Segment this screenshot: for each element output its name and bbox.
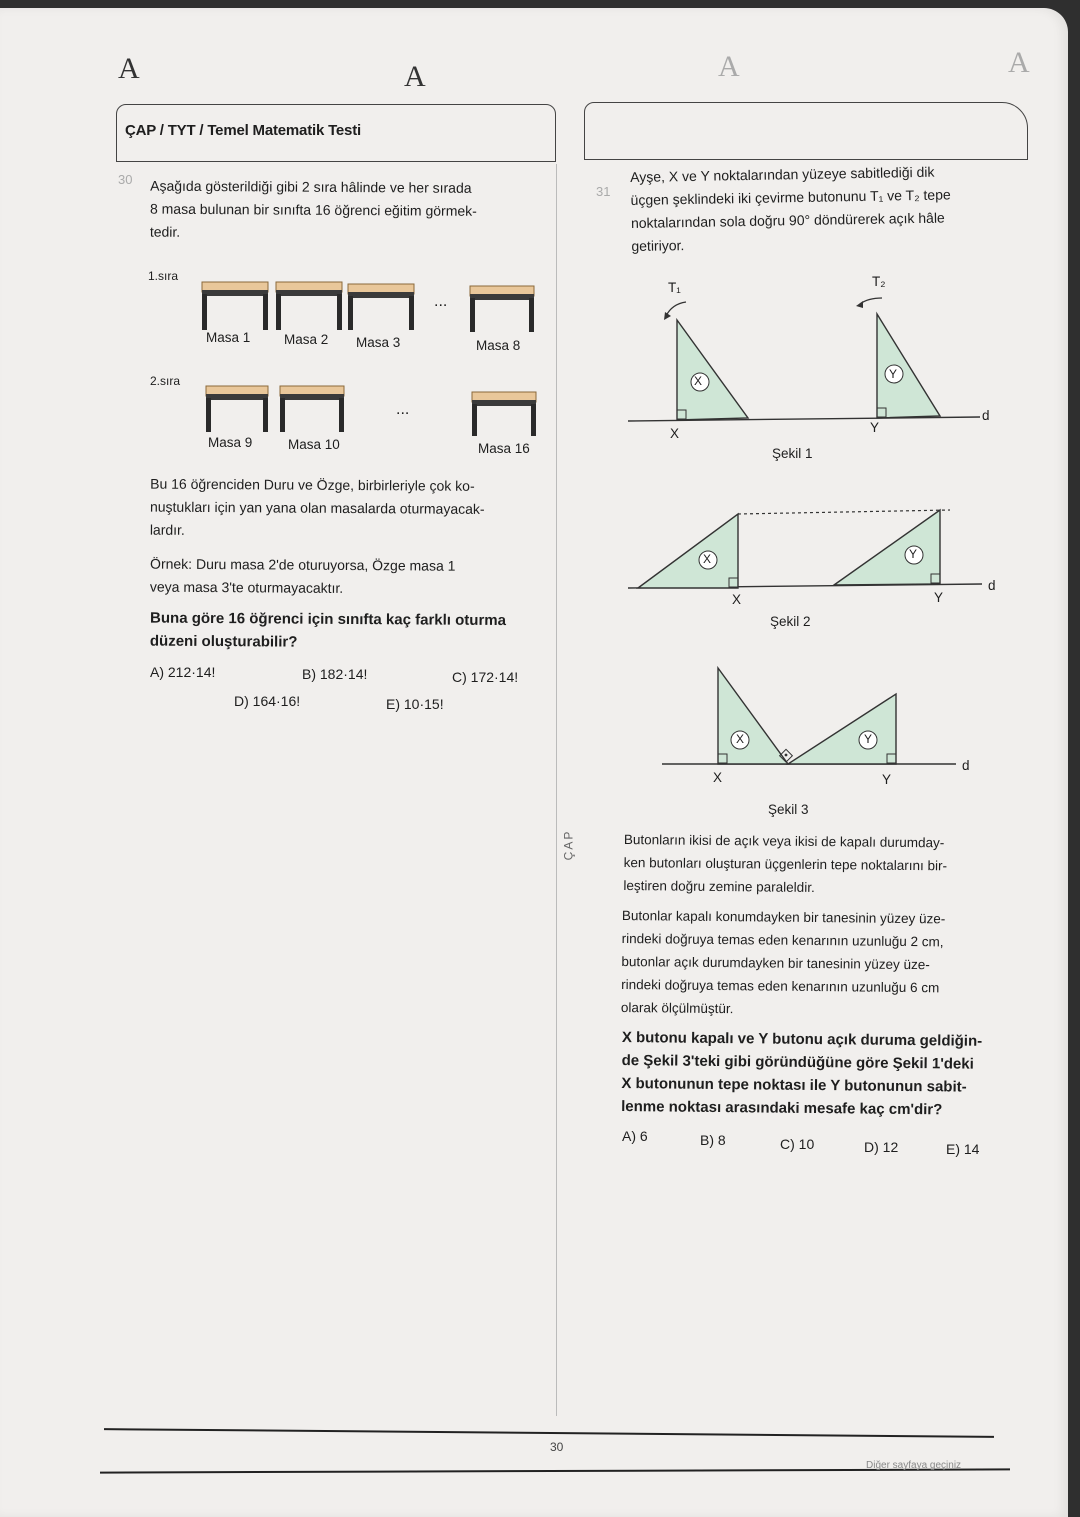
figure-3-y-label: Y <box>882 772 892 787</box>
answer-choice-b[interactable]: B) 8 <box>700 1132 726 1148</box>
question-31-intro <box>630 159 1028 258</box>
question-line: de Şekil 3'teki gibi göründüğüne göre Şekil 1'deki <box>621 1051 974 1073</box>
intro-line: tedir. <box>149 223 181 240</box>
next-page-note: Diğer sayfaya geçiniz <box>866 1460 962 1471</box>
paragraph-line: rindeki doğruya temas eden kenarının uzunluğu 2 cm, <box>621 930 944 950</box>
figure-2-line-d-label: d <box>988 578 996 593</box>
desk-icon <box>276 282 342 330</box>
t1-label: T₁ <box>668 280 681 295</box>
booklet-letter-left: A <box>118 52 140 85</box>
figure-1-x-label: X <box>670 426 680 441</box>
answer-choice-a[interactable]: A) 212·14! <box>150 664 216 680</box>
question-31-number: 31 <box>596 184 611 199</box>
figure-2-diagram <box>620 502 1020 602</box>
question-30-example <box>150 553 550 602</box>
desk-icon <box>280 386 344 432</box>
row-1-label: 1.sıra <box>148 269 179 283</box>
figure-1-y-circle-label: Y <box>889 367 898 381</box>
question-line: Buna göre 16 öğrenci için sınıfta kaç farklı oturma <box>150 609 507 630</box>
t2-label: T₂ <box>872 274 886 289</box>
figure-2-x-circle-label: X <box>703 552 712 566</box>
row-1-ellipsis: ... <box>434 293 448 310</box>
desk-label: Masa 9 <box>208 435 253 450</box>
figure-2-y-circle-label: Y <box>909 547 918 561</box>
intro-line: Aşağıda gösterildiği gibi 2 sıra hâlinde ve her sırada <box>150 177 472 196</box>
paragraph-line: Butonların ikisi de açık veya ikisi de kapalı durumday- <box>623 831 945 851</box>
desk-label: Masa 2 <box>284 332 329 347</box>
answer-choice-d[interactable]: D) 164·16! <box>234 693 301 709</box>
answer-choice-b[interactable]: B) 182·14! <box>302 666 368 682</box>
desk-icon <box>472 392 536 436</box>
intro-line: üçgen şeklindeki iki çevirme butonunu T₁ ve T₂ tepe <box>630 186 951 208</box>
booklet-letter-center-right: A <box>718 50 740 83</box>
answer-choice-d[interactable]: D) 12 <box>864 1139 899 1155</box>
footer-rule-top <box>104 1428 994 1438</box>
row-2-ellipsis: ... <box>396 401 410 418</box>
intro-line: noktalarından sola doğru 90° döndürerek açık hâle <box>630 209 945 231</box>
side-label: ÇAP <box>561 829 576 861</box>
paragraph-line: olarak ölçülmüştür. <box>620 999 734 1017</box>
desk-icon <box>348 284 414 330</box>
figure-2-y-label: Y <box>934 590 944 605</box>
answer-choice-e[interactable]: E) 10·15! <box>386 696 444 712</box>
question-31-prompt <box>621 1026 1022 1122</box>
desk-icon <box>202 282 268 330</box>
intro-line: getiriyor. <box>631 237 685 254</box>
figure-2-title: Şekil 2 <box>770 614 811 629</box>
paragraph-line: Butonlar kapalı konumdayken bir tanesinin yüzey üze- <box>621 907 946 927</box>
answer-choice-a[interactable]: A) 6 <box>622 1128 648 1144</box>
booklet-letter-center-left: A <box>404 60 426 93</box>
page-number: 30 <box>550 1440 564 1454</box>
question-31-paragraph-2 <box>621 904 1022 1023</box>
test-title: ÇAP / TYT / Temel Matematik Testi <box>125 122 361 139</box>
answer-choice-c[interactable]: C) 10 <box>780 1136 815 1152</box>
question-line: X butonu kapalı ve Y butonu açık duruma geldiğin- <box>621 1028 983 1050</box>
desk-label: Masa 16 <box>478 441 530 456</box>
booklet-letter-right: A <box>1008 46 1030 79</box>
exam-page <box>0 8 1068 1517</box>
question-line: X butonunun tepe noktası ile Y butonunun sabit- <box>621 1074 967 1096</box>
paragraph-line: leştiren doğru zemine paraleldir. <box>623 877 815 896</box>
paragraph-line: veya masa 3'te oturmayacaktır. <box>149 578 344 596</box>
intro-line: 8 masa bulunan bir sınıfta 16 öğrenci eğitim görmek- <box>149 200 477 219</box>
desk-icon <box>206 386 268 432</box>
paragraph-line: nuştukları için yan yana olan masalarda oturmayacak- <box>149 498 485 517</box>
figure-3-line-d-label: d <box>962 758 970 773</box>
header-box-right <box>584 102 1028 160</box>
figure-2-x-label: X <box>732 592 742 607</box>
figure-1-x-circle-label: X <box>694 374 703 388</box>
figure-3-y-circle-label: Y <box>864 732 873 746</box>
figure-1-title: Şekil 1 <box>772 446 813 461</box>
row-2-label: 2.sıra <box>150 374 181 388</box>
desk-label: Masa 10 <box>288 437 340 452</box>
answer-choice-c[interactable]: C) 172·14! <box>452 669 519 685</box>
figure-3-title: Şekil 3 <box>768 802 809 817</box>
desk-row-2-illustration <box>194 374 550 444</box>
figure-1-y-label: Y <box>870 420 880 435</box>
question-line: lenme noktası arasındaki mesafe kaç cm'dir? <box>621 1097 943 1119</box>
column-divider <box>556 164 557 1416</box>
paragraph-line: Bu 16 öğrenciden Duru ve Özge, birbirleriyle çok ko- <box>150 475 475 494</box>
intro-line: Ayşe, X ve Y noktalarından yüzeye sabitlediği dik <box>630 163 935 185</box>
question-30-intro <box>150 175 550 247</box>
figure-3-diagram <box>650 660 970 780</box>
desk-label: Masa 8 <box>476 338 521 353</box>
paragraph-line: rindeki doğruya temas eden kenarının uzunluğu 6 cm <box>621 976 940 996</box>
figure-3-x-label: X <box>713 770 723 785</box>
question-31-paragraph-1 <box>623 828 1024 901</box>
paragraph-line: Örnek: Duru masa 2'de oturuyorsa, Özge masa 1 <box>150 555 456 574</box>
header-box-left <box>116 104 556 162</box>
paragraph-line: ken butonları oluşturan üçgenlerin tepe noktalarını bir- <box>623 854 948 874</box>
desk-icon <box>470 286 534 332</box>
question-30-number: 30 <box>118 172 133 187</box>
figure-3-x-circle-label: X <box>736 732 745 746</box>
desk-label: Masa 3 <box>356 335 401 350</box>
figure-1-line-d-label: d <box>982 408 990 423</box>
paragraph-line: lardır. <box>149 521 185 538</box>
desk-label: Masa 1 <box>206 330 251 345</box>
answer-choice-e[interactable]: E) 14 <box>946 1141 980 1157</box>
paragraph-line: butonlar açık durumdayken bir tanesinin yüzey üze- <box>621 953 930 973</box>
question-30-prompt <box>150 607 550 656</box>
question-line: düzeni oluşturabilir? <box>149 632 298 651</box>
question-30-paragraph-1 <box>150 473 550 545</box>
figure-1-diagram <box>620 274 1020 444</box>
